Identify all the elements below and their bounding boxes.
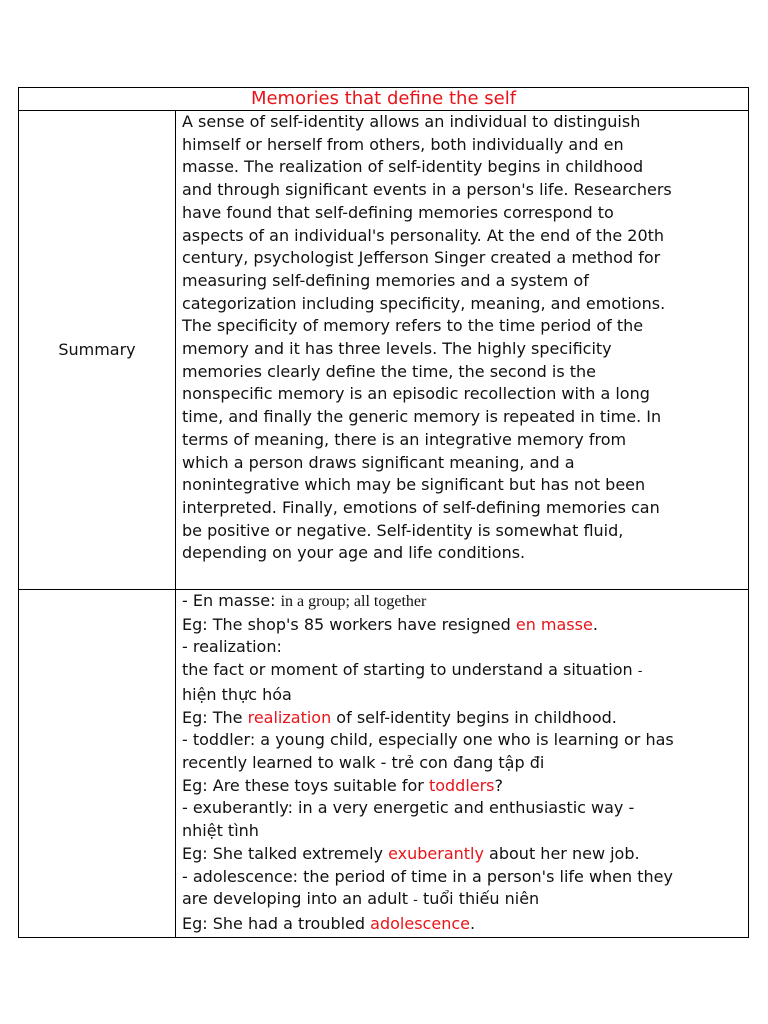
vietnamese-translation: nhiệt tình (182, 821, 259, 841)
example-text: Eg: The shop's 85 workers have resigned (182, 614, 516, 634)
summary-line: nonintegrative which may be significant but has not been (182, 475, 646, 495)
summary-line: interpreted. Finally, emotions of self-defining memories can (182, 497, 660, 517)
definition-text: the fact or moment of starting to understand a situation (182, 660, 638, 680)
vocab-entry-en-masse (182, 590, 744, 614)
example-line (182, 707, 744, 730)
summary-line: memory and it has three levels. The highly specificity (182, 339, 612, 359)
summary-line: and through significant events in a person's life. Researchers (182, 180, 672, 200)
summary-line: terms of meaning, there is an integrative memory from (182, 429, 627, 449)
example-text: about her new job. (483, 843, 640, 863)
example-text: Eg: She talked extremely (182, 843, 389, 863)
highlighted-term: toddlers (428, 775, 495, 795)
vocab-entry-realization: - realization: (182, 637, 282, 657)
example-text: Eg: She had a troubled (182, 913, 371, 933)
summary-text (176, 111, 749, 590)
definition-text: are developing into an adult (182, 889, 414, 909)
summary-line: himself or herself from others, both individually and en (182, 134, 624, 154)
summary-line: time, and finally the generic memory is repeated in time. In (182, 407, 662, 427)
example-text: . (592, 614, 598, 634)
summary-line: The specificity of memory refers to the time period of the (182, 316, 644, 336)
example-text: Eg: Are these toys suitable for (182, 775, 429, 795)
vocab-term: - En masse: (182, 591, 281, 611)
highlighted-term: adolescence (370, 913, 470, 933)
separator-dash: - (637, 664, 643, 680)
summary-line: masse. The realization of self-identity begins in childhood (182, 157, 644, 177)
vietnamese-translation: hiện thực hóa (182, 684, 292, 704)
vocab-definition (182, 659, 744, 684)
summary-line: categorization including specificity, meaning, and emotions. (182, 293, 666, 313)
highlighted-term: exuberantly (388, 843, 484, 863)
summary-line: century, psychologist Jefferson Singer created a method for (182, 248, 661, 268)
separator-dash: - (413, 893, 418, 909)
example-line (182, 913, 744, 936)
summary-line: measuring self-defining memories and a system of (182, 270, 589, 290)
page-title: Memories that define the self (19, 88, 749, 111)
summary-line: memories clearly define the time, the second is the (182, 361, 596, 381)
example-text: of self-identity begins in childhood. (331, 707, 617, 727)
title-row (19, 88, 749, 111)
summary-line: aspects of an individual's personality. At the end of the 20th (182, 225, 665, 245)
summary-line: which a person draws significant meaning, and a (182, 452, 575, 472)
vocab-label-cell (19, 590, 176, 938)
vocab-definition: recently learned to walk - trẻ con đang tập đi (182, 752, 545, 772)
example-text: ? (494, 775, 504, 795)
example-text: Eg: The (182, 707, 248, 727)
example-line (182, 614, 744, 637)
example-line (182, 775, 744, 798)
vocab-list (176, 590, 749, 938)
summary-line: have found that self-defining memories correspond to (182, 202, 614, 222)
vietnamese-translation: tuổi thiếu niên (417, 889, 540, 909)
summary-line: depending on your age and life conditions. (182, 543, 526, 563)
highlighted-term: en masse (515, 614, 593, 634)
summary-label: Summary (19, 111, 176, 590)
vocab-definition: in a group; all together (280, 593, 427, 611)
example-line (182, 843, 744, 866)
summary-line: A sense of self-identity allows an individual to distinguish (182, 112, 641, 131)
summary-line: be positive or negative. Self-identity is somewhat fluid, (182, 520, 624, 540)
vocab-entry-exuberantly: - exuberantly: in a very energetic and enthusiastic way - (182, 798, 635, 818)
summary-line: nonspecific memory is an episodic recollection with a long (182, 384, 650, 404)
vocab-entry-adolescence: - adolescence: the period of time in a person's life when they (182, 866, 673, 886)
vocab-row (19, 590, 749, 938)
vocab-definition (182, 888, 744, 913)
vocab-entry-toddler: - toddler: a young child, especially one who is learning or has (182, 730, 674, 750)
vocabulary-table (18, 87, 749, 938)
highlighted-term: realization (247, 707, 332, 727)
example-text: . (469, 913, 476, 933)
summary-row (19, 111, 749, 590)
